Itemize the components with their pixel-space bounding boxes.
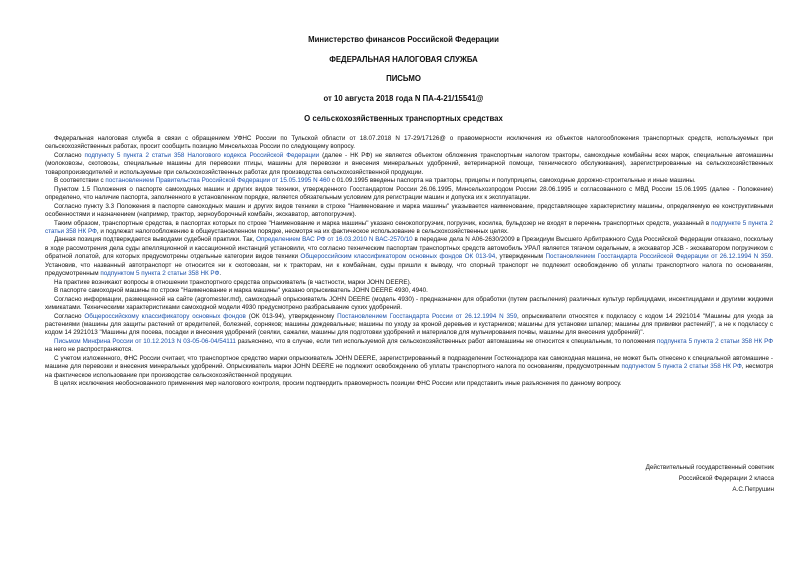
law-link[interactable]: подпункта 5 пункта 2 статьи 358 НК РФ	[657, 337, 774, 345]
paragraph-6	[45, 220, 773, 237]
law-link[interactable]: Постановлением Госстандарта России от 26.12.1994 N 359	[337, 312, 517, 320]
paragraph-3	[45, 177, 773, 185]
paragraph-13	[45, 355, 773, 380]
law-link[interactable]: постановлением Правительства Российской Федерации от 15.05.1995 N 460	[105, 177, 330, 185]
paragraph-text: В соответствии с	[54, 177, 106, 185]
law-link[interactable]: подпунктом 5 пункта 2 статьи 358 НК РФ	[621, 363, 742, 371]
paragraph-text: , утвержденным	[495, 253, 546, 261]
paragraph-text: , и подлежат налогообложению в общеустановленном порядке, несмотря на их фактическое использование в сельскохозяйственных целях.	[96, 227, 509, 235]
law-link[interactable]: Постановлением Госстандарта Российской Федерации от 26.12.1994 N 359	[545, 253, 772, 261]
doc-type-heading: ПИСЬМО	[386, 74, 421, 83]
signature-title-1: Действительный государственный советник	[645, 464, 774, 471]
paragraph-4: Пунктом 1.5 Положения о паспорте самоходных машин и других видов техники, утвержденного Госстандартом России 26.06.1995, Минсельхозпродом России 28.06.1995 и согласованного с МВД России 15.06.1995 (далее - Положение) определено, что наличие паспорта, заполненного в установленном порядке, является обязательным условием для регистрации машин и допуска их к эксплуатации.	[45, 185, 773, 202]
paragraph-text: Согласно	[54, 151, 85, 159]
paragraph-text: Таким образом, транспортные средства, в паспортах которых по строке "Наименование и марка машины" указано сенокопогрузчик, погрузчик, косилка, бульдозер не входят в перечень транспортных средств, указанный в	[54, 219, 712, 227]
paragraph-text: (далее - НК РФ) не является объектом обложения транспортным налогом тракторы, самоходные комбайны всех марок, специальные автомашины (молоковозы, скотовозы, специальные машины для перевозки птицы, машины для перевозки и внесения минеральных удобрений, ветеринарной помощи, технического обслуживания), зарегистрированные на сельскохозяйственных товаропроизводителей и используемые при сельскохозяйственных работах для производства сельскохозяйственной продукции.	[45, 151, 774, 176]
paragraph-text: С учетом изложенного, ФНС России считает, что транспортное средство марки опрыскиватель JOHN DEERE, зарегистрированный в подразделении Гостехнадзора как самоходная машина, не может быть отнесено к специальной автомашине - машине для перевозки и внесения минеральных удобрений. Опрыскиватель марки JOHN DEERE не подлежит освобождению об уплаты транспортного налога по основаниям, предусмотренным	[45, 354, 773, 371]
paragraph-text: Согласно	[54, 312, 85, 320]
paragraph-text: разъяснено, что в случае, если тип используемой для сельскохозяйственных работ автомашины не относится к специальным, то положения	[235, 337, 658, 345]
law-link[interactable]: Определением ВАС РФ от 16.03.2010 N ВАС-2570/10	[256, 236, 413, 244]
paragraph-text: с 01.09.1995 введены паспорта на тракторы, прицепы и полуприцепы, самоходные дорожно-строительные и иные машины.	[329, 177, 696, 185]
paragraph-12	[45, 338, 773, 355]
law-link[interactable]: подпункте 5 пункта 2 статьи 358 НК РФ	[45, 219, 773, 235]
paragraph-7	[45, 236, 773, 278]
law-link[interactable]: Общероссийскому классификатору основных фондов	[84, 312, 246, 320]
paragraph-text: в передаче дела N А06-2630/2009 в Президиум Высшего Арбитражного Суда Российской Федерации отказано, поскольку в ходе рассмотрения дела суды апелляционной и кассационной инстанций установили, что согласно техническим паспортам транспортных средств автомобиль УРАЛ является тягачом седельным, а экскаватор JCB - экскаватором погрузчиком с обратной лопатой, для которых предусмотрены отдельные категории видов техники	[45, 236, 773, 261]
signature-title-2: Российской Федерации 2 класса	[678, 475, 774, 482]
paragraph-11	[45, 313, 773, 338]
paragraph-2	[45, 152, 773, 177]
law-link[interactable]: Письмом Минфина России от 10.12.2013 N 03-05-06-04/54111	[54, 337, 236, 345]
paragraph-1: Федеральная налоговая служба в связи с обращением УФНС России по Тульской области от 18.07.2018 N 17-29/17126@ о правомерности исключения из объектов налогообложения транспортных средств, используемых при сельскохозяйственных работах, просит сообщить позицию Минсельхоза России по следующему вопросу.	[45, 135, 773, 151]
signature-name: А.С.Петрушин	[732, 486, 774, 493]
paragraph-text: Данная позиция подтверждается выводами судебной практики. Так,	[54, 236, 257, 244]
paragraph-text: . Установив, что названный автотранспорт не относится ни к скотовозам, ни к тракторам, ни к комбайнам, суды пришли к выводу, что спорный транспорт не подлежит освобождению об уплаты транспортного налога по основаниям, предусмотренным	[45, 253, 773, 278]
paragraph-14: В целях исключения необоснованного применения мер налогового контроля, просим подтвердить правомерность позиции ФНС России или представить иные разъяснения по данному вопросу.	[54, 380, 622, 388]
paragraph-text: на него не распространяются.	[45, 346, 134, 354]
law-link[interactable]: подпунктом 5 пункта 2 статьи 358 НК РФ	[100, 270, 220, 278]
service-heading: ФЕДЕРАЛЬНАЯ НАЛОГОВАЯ СЛУЖБА	[329, 55, 478, 64]
law-link[interactable]: Общероссийским классификатором основных фондов ОК 013-94	[300, 253, 496, 261]
law-link[interactable]: подпункту 5 пункта 2 статьи 358 Налогового кодекса Российской Федерации	[84, 151, 320, 159]
subject-heading: О сельскохозяйственных транспортных средствах	[304, 114, 503, 123]
paragraph-5: Согласно пункту 3.3 Положения в паспорте самоходных машин и других видов техники в строке "Наименование и марка машины" указывается наименование, представляющее характеристику машины, определяемую ее конструктивными особенностями и назначением (например, трактор, зерноуборочный комбайн, экскаватор, автопогрузчик).	[45, 202, 773, 219]
paragraph-10: Согласно информации, размещенной на сайте (agromester.md), самоходный опрыскиватель JOHN DEERE (модель 4930) - предназначен для обработки (путем распыления) различных культур гербицидами, инсектицидами и другими жидкими химикатами. Техническими характеристиками самоходной модели 4930 предусмотрено разбрасывание сухих удобрений.	[45, 295, 773, 312]
paragraph-8: На практике возникают вопросы в отношении транспортного средства опрыскиватель (в частности, марки JOHN DEERE).	[54, 278, 412, 286]
paragraph-text: (ОК 013-94), утвержденному	[245, 312, 338, 320]
date-number-heading: от 10 августа 2018 года N ПА-4-21/15541@	[323, 94, 484, 103]
letter-body	[45, 135, 773, 389]
ministry-heading: Министерство финансов Российской Федерации	[308, 35, 499, 44]
paragraph-text: , опрыскиватели относятся к подклассу с кодом 14 2921014 "Машины для ухода за растениями (машины для защиты растений от вредителей, болезней, сорняков; машины дождевальные; машины по уходу за кроной деревьев и кустарников; машины для установки шпалер; машины для прививки растений)", а не к подклассу с кодом 14 2921013 "Машины для посева, посадки и внесения удобрений (сеялки, сажалки, машины для подготовки удобрений и материалов для мульчирования почвы, машины для внесения удобрений)".	[45, 312, 774, 337]
paragraph-text: .	[219, 270, 222, 278]
paragraph-9: В паспорте самоходной машины по строке "Наименование и марка машины" указано опрыскиватель JOHN DEERE 4930, 4940.	[54, 287, 428, 295]
paragraph-text: , несмотря на фактическое использование при производстве сельскохозяйственной продукции.	[45, 363, 774, 379]
